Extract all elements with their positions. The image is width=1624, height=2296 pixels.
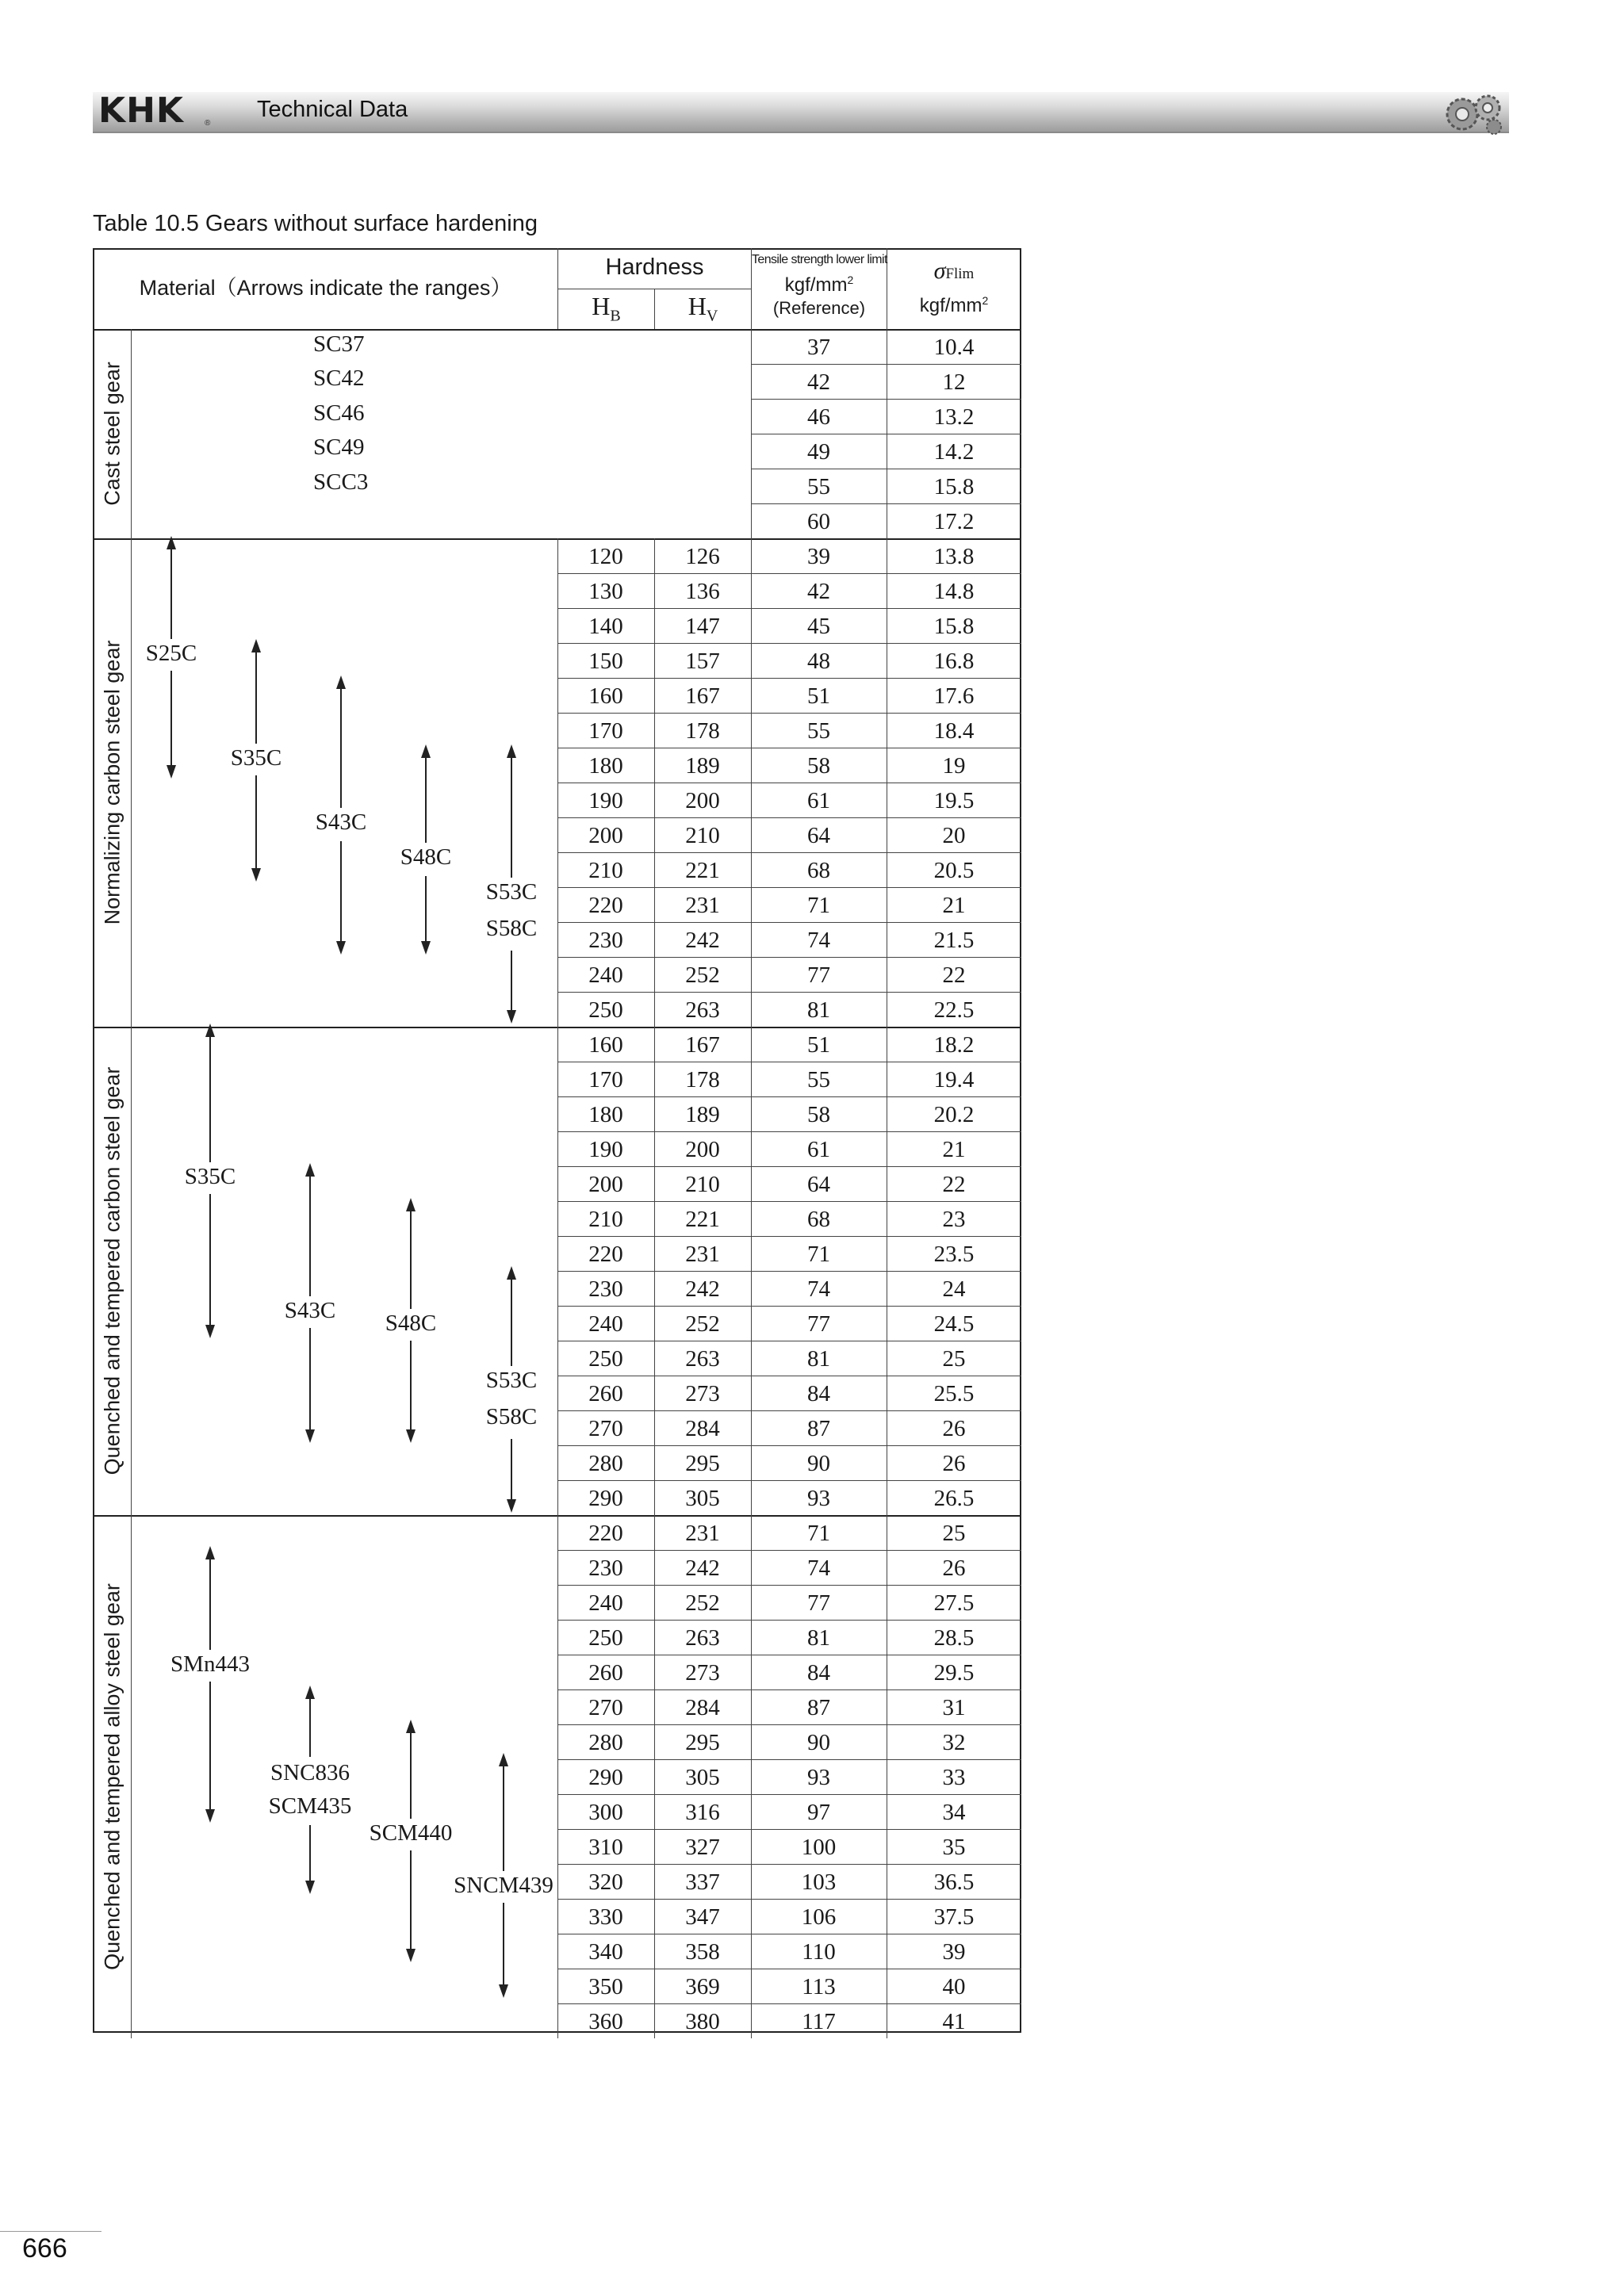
hv-cell: 147 (685, 614, 720, 639)
sigma-cell: 18.4 (933, 718, 975, 744)
tensile-cell: 97 (807, 1800, 830, 1825)
tensile-cell: 71 (807, 1242, 830, 1267)
material-scm440: SCM440 (369, 1820, 453, 1846)
tensile-cell: 45 (807, 614, 830, 639)
hv-cell: 316 (685, 1800, 720, 1825)
sigma-cell: 21.5 (933, 928, 975, 953)
sigma-cell: 17.2 (933, 509, 975, 534)
hv-cell: 231 (685, 1242, 720, 1267)
hb-cell: 210 (588, 858, 623, 883)
tensile-cell: 68 (807, 1207, 830, 1232)
tensile-cell: 48 (807, 649, 830, 674)
material-s53c: S53C (485, 879, 538, 905)
hb-cell: 250 (588, 1625, 623, 1651)
hb-cell: 220 (588, 1521, 623, 1546)
hv-cell: 242 (685, 1556, 720, 1581)
hv-cell: 231 (685, 1521, 720, 1546)
tensile-cell: 90 (807, 1730, 830, 1755)
tensile-cell: 55 (807, 1067, 830, 1093)
sigma-cell: 31 (942, 1695, 966, 1720)
tensile-cell: 81 (807, 1346, 830, 1372)
hb-cell: 230 (588, 928, 623, 953)
hb-cell: 140 (588, 614, 623, 639)
sigma-cell: 20 (942, 823, 966, 848)
section-label-quenched-carbon: Quenched and tempered carbon steel gear (100, 1066, 124, 1475)
hb-cell: 230 (588, 1276, 623, 1302)
sigma-cell: 22.5 (933, 997, 975, 1023)
hb-cell: 200 (588, 1172, 623, 1197)
hv-cell: 273 (685, 1660, 720, 1686)
material-qt-s43c: S43C (284, 1298, 336, 1323)
sigma-cell: 15.8 (933, 614, 975, 639)
hb-cell: 340 (588, 1939, 623, 1965)
sigma-header (888, 257, 1020, 318)
section-label-normalizing-carbon: Normalizing carbon steel gear (100, 640, 124, 925)
hv-cell: 263 (685, 1625, 720, 1651)
tensile-cell: 55 (807, 718, 830, 744)
hb-cell: 130 (588, 579, 623, 604)
hv-cell: 358 (685, 1939, 720, 1965)
hv-cell: 221 (685, 858, 720, 883)
hb-cell: 240 (588, 962, 623, 988)
hv-cell: 337 (685, 1869, 720, 1895)
tensile-cell: 74 (807, 1556, 830, 1581)
tensile-cell: 106 (801, 1904, 837, 1930)
hb-cell: 150 (588, 649, 623, 674)
tensile-cell: 77 (807, 1590, 830, 1616)
page-number: 666 (22, 2233, 67, 2263)
hardness-header (558, 251, 751, 283)
tensile-unit (752, 268, 887, 297)
khk-logo: KHK (98, 90, 185, 131)
material-header-text: Material（Arrows indicate the ranges） (139, 276, 512, 300)
material-qt-s58c: S58C (485, 1404, 538, 1429)
hv-cell: 231 (685, 893, 720, 918)
hb-cell: 310 (588, 1835, 623, 1860)
hb-subscript: B (610, 307, 621, 325)
tensile-cell: 71 (807, 893, 830, 918)
hb-cell: 160 (588, 1032, 623, 1058)
sigma-cell: 25 (942, 1346, 966, 1372)
sigma-cell: 40 (942, 1974, 966, 1999)
material-sncm439: SNCM439 (454, 1873, 553, 1898)
hv-letter: H (688, 292, 707, 320)
tensile-cell: 64 (807, 823, 830, 848)
sigma-cell: 32 (942, 1730, 966, 1755)
sigma-cell: 29.5 (933, 1660, 975, 1686)
tensile-cell: 74 (807, 928, 830, 953)
tensile-cell: 100 (801, 1835, 837, 1860)
sigma-cell: 16.8 (933, 649, 975, 674)
material-qt-s35c: S35C (184, 1164, 236, 1189)
hv-cell: 295 (685, 1451, 720, 1476)
sigma-cell: 15.8 (933, 474, 975, 499)
hb-cell: 220 (588, 893, 623, 918)
tensile-cell: 110 (802, 1939, 836, 1965)
sigma-cell: 22 (942, 1172, 966, 1197)
material-qt-s48c: S48C (385, 1311, 437, 1336)
hb-cell: 280 (588, 1730, 623, 1755)
hb-cell: 120 (588, 544, 623, 569)
sigma-cell: 20.5 (933, 858, 975, 883)
sigma-cell: 27.5 (933, 1590, 975, 1616)
tensile-cell: 51 (807, 683, 830, 709)
hv-cell: 252 (685, 1311, 720, 1337)
material-cast-scc3: SCC3 (313, 469, 369, 495)
hv-cell: 242 (685, 1276, 720, 1302)
hv-cell: 284 (685, 1695, 720, 1720)
hb-cell: 230 (588, 1556, 623, 1581)
tensile-cell: 113 (802, 1974, 836, 1999)
sigma-cell: 41 (942, 2009, 966, 2034)
sigma-cell: 18.2 (933, 1032, 975, 1058)
material-smn443: SMn443 (170, 1651, 250, 1677)
hb-cell: 290 (588, 1486, 623, 1511)
tensile-cell: 93 (807, 1765, 830, 1790)
tensile-cell: 68 (807, 858, 830, 883)
sigma-cell: 21 (942, 893, 966, 918)
tensile-cell: 42 (807, 369, 830, 395)
tensile-cell: 117 (802, 2009, 836, 2034)
tensile-cell: 58 (807, 1102, 830, 1127)
page-rule (0, 2231, 102, 2232)
hb-cell: 240 (588, 1590, 623, 1616)
sigma-cell: 20.2 (933, 1102, 975, 1127)
hv-cell: 210 (685, 1172, 720, 1197)
sigma-cell: 28.5 (933, 1625, 975, 1651)
tensile-cell: 49 (807, 439, 830, 465)
hb-cell: 190 (588, 788, 623, 813)
hv-cell: 252 (685, 962, 720, 988)
sigma-cell: 26 (942, 1416, 966, 1441)
tensile-cell: 39 (807, 544, 830, 569)
sigma-letter: σ (933, 258, 946, 284)
sigma-cell: 19.4 (933, 1067, 975, 1093)
tensile-cell: 37 (807, 335, 830, 360)
sigma-cell: 39 (942, 1939, 966, 1965)
hb-cell: 280 (588, 1451, 623, 1476)
sigma-cell: 33 (942, 1765, 966, 1790)
material-s58c: S58C (485, 916, 538, 941)
hv-cell: 263 (685, 1346, 720, 1372)
material-cast-sc46: SC46 (313, 400, 365, 426)
tensile-cell: 46 (807, 404, 830, 430)
sigma-cell: 26.5 (933, 1486, 975, 1511)
hb-cell: 260 (588, 1381, 623, 1406)
sigma-cell: 22 (942, 962, 966, 988)
hb-cell: 220 (588, 1242, 623, 1267)
hb-cell: 350 (588, 1974, 623, 1999)
hb-cell: 300 (588, 1800, 623, 1825)
snc836-scm435-range-arrow (305, 1686, 315, 1894)
hv-cell: 305 (685, 1486, 720, 1511)
hb-cell: 180 (588, 1102, 623, 1127)
hardness-header-text: Hardness (605, 254, 704, 280)
material-s35c: S35C (230, 745, 282, 771)
hb-cell: 170 (588, 1067, 623, 1093)
hv-cell: 136 (685, 579, 720, 604)
hv-cell: 210 (685, 823, 720, 848)
sigma-cell: 26 (942, 1451, 966, 1476)
sigma-cell: 24.5 (933, 1311, 975, 1337)
sigma-unit-sup: 2 (982, 294, 989, 307)
sigma-unit-text: kgf/mm (919, 295, 982, 316)
tensile-cell: 60 (807, 509, 830, 534)
hv-cell: 263 (685, 997, 720, 1023)
hb-cell: 180 (588, 753, 623, 779)
tensile-cell: 84 (807, 1660, 830, 1686)
hv-cell: 167 (685, 683, 720, 709)
hv-cell: 200 (685, 788, 720, 813)
hv-cell: 200 (685, 1137, 720, 1162)
sigma-cell: 14.2 (933, 439, 975, 465)
material-cast-sc37: SC37 (313, 331, 365, 357)
tensile-cell: 61 (807, 1137, 830, 1162)
hv-cell: 327 (685, 1835, 720, 1860)
section-label-cast-steel: Cast steel gear (100, 362, 124, 506)
hv-cell: 242 (685, 928, 720, 953)
sigma-cell: 36.5 (933, 1869, 975, 1895)
sigma-cell: 21 (942, 1137, 966, 1162)
sigma-cell: 13.2 (933, 404, 975, 430)
tensile-cell: 77 (807, 962, 830, 988)
tensile-cell: 64 (807, 1172, 830, 1197)
material-s25c: S25C (145, 641, 197, 666)
material-s43c: S43C (315, 809, 367, 835)
hb-cell: 330 (588, 1904, 623, 1930)
hv-cell: 221 (685, 1207, 720, 1232)
tensile-cell: 87 (807, 1416, 830, 1441)
sigma-cell: 25.5 (933, 1381, 975, 1406)
tensile-header (752, 252, 887, 320)
sigma-cell: 25 (942, 1521, 966, 1546)
tensile-cell: 74 (807, 1276, 830, 1302)
hv-cell: 295 (685, 1730, 720, 1755)
sigma-symbol (888, 257, 1020, 289)
sigma-cell: 19.5 (933, 788, 975, 813)
hb-cell: 210 (588, 1207, 623, 1232)
tensile-cell: 42 (807, 579, 830, 604)
tensile-cell: 84 (807, 1381, 830, 1406)
hb-cell: 270 (588, 1695, 623, 1720)
hv-cell: 380 (685, 2009, 720, 2034)
hv-cell: 347 (685, 1904, 720, 1930)
hv-cell: 126 (685, 544, 720, 569)
hv-cell: 167 (685, 1032, 720, 1058)
hb-letter: H (592, 292, 611, 320)
tensile-cell: 90 (807, 1451, 830, 1476)
sigma-cell: 34 (942, 1800, 966, 1825)
tensile-title: Tensile strength lower limit (752, 253, 887, 266)
tensile-unit-text: kgf/mm (784, 274, 848, 296)
hv-cell: 305 (685, 1765, 720, 1790)
hv-cell: 178 (685, 1067, 720, 1093)
sigma-cell: 19 (942, 753, 966, 779)
sigma-cell: 10.4 (933, 335, 975, 360)
hb-cell: 160 (588, 683, 623, 709)
hb-cell: 270 (588, 1416, 623, 1441)
hb-header (558, 289, 654, 333)
sigma-cell: 14.8 (933, 579, 975, 604)
sigma-subscript: Flim (945, 266, 975, 282)
section-label-quenched-alloy: Quenched and tempered alloy steel gear (100, 1583, 124, 1970)
hv-cell: 273 (685, 1381, 720, 1406)
tensile-cell: 93 (807, 1486, 830, 1511)
hb-cell: 200 (588, 823, 623, 848)
tensile-cell: 103 (801, 1869, 837, 1895)
material-header (94, 268, 557, 308)
material-qt-s53c: S53C (485, 1368, 538, 1393)
hb-cell: 170 (588, 718, 623, 744)
material-s48c: S48C (400, 844, 452, 870)
material-cast-sc42: SC42 (313, 365, 365, 391)
sigma-cell: 13.8 (933, 544, 975, 569)
tensile-cell: 61 (807, 788, 830, 813)
tensile-cell: 77 (807, 1311, 830, 1337)
sigma-cell: 23.5 (933, 1242, 975, 1267)
hv-cell: 157 (685, 649, 720, 674)
sigma-cell: 23 (942, 1207, 966, 1232)
sigma-cell: 24 (942, 1276, 966, 1302)
tensile-cell: 55 (807, 474, 830, 499)
material-cast-sc49: SC49 (313, 434, 365, 460)
hv-cell: 178 (685, 718, 720, 744)
hv-cell: 284 (685, 1416, 720, 1441)
hb-cell: 250 (588, 997, 623, 1023)
hv-cell: 369 (685, 1974, 720, 1999)
hv-header (655, 289, 751, 333)
tensile-unit-sup: 2 (847, 274, 854, 286)
hb-cell: 260 (588, 1660, 623, 1686)
tensile-cell: 51 (807, 1032, 830, 1058)
hb-cell: 360 (588, 2009, 623, 2034)
tensile-cell: 87 (807, 1695, 830, 1720)
sigma-cell: 26 (942, 1556, 966, 1581)
sigma-cell: 17.6 (933, 683, 975, 709)
material-scm435: SCM435 (268, 1793, 352, 1819)
hb-cell: 250 (588, 1346, 623, 1372)
sigma-cell: 37.5 (933, 1904, 975, 1930)
hv-cell: 252 (685, 1590, 720, 1616)
registered-mark: ® (205, 119, 211, 128)
smn443-range-arrow (205, 1546, 215, 1823)
hb-cell: 240 (588, 1311, 623, 1337)
table-caption: Table 10.5 Gears without surface hardening (93, 211, 538, 236)
hb-cell: 290 (588, 1765, 623, 1790)
header-title: Technical Data (257, 97, 408, 122)
sigma-cell: 12 (942, 369, 966, 395)
hb-cell: 320 (588, 1869, 623, 1895)
hv-cell: 189 (685, 753, 720, 779)
tensile-cell: 71 (807, 1521, 830, 1546)
hv-cell: 189 (685, 1102, 720, 1127)
tensile-cell: 58 (807, 753, 830, 779)
hv-subscript: V (706, 307, 718, 325)
material-snc836: SNC836 (270, 1760, 350, 1785)
tensile-reference: (Reference) (772, 298, 866, 318)
sigma-unit (888, 289, 1020, 318)
tensile-cell: 81 (807, 1625, 830, 1651)
tensile-cell: 81 (807, 997, 830, 1023)
hb-cell: 190 (588, 1137, 623, 1162)
sigma-cell: 35 (942, 1835, 966, 1860)
